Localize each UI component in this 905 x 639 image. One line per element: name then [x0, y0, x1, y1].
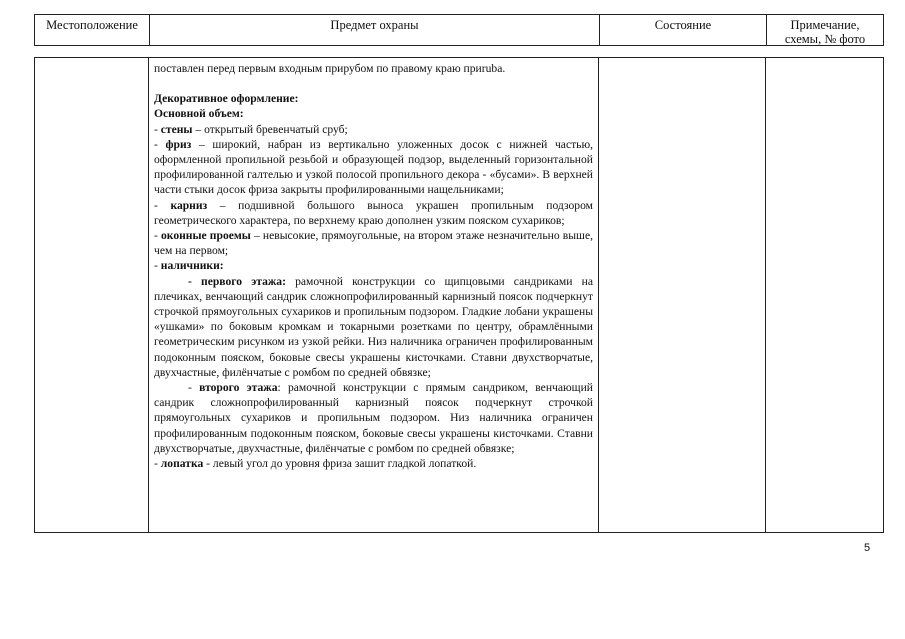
cell-location [34, 58, 149, 532]
item-pilaster: - лопатка - левый угол до уровня фриза зашит гладкой лопаткой. [154, 457, 477, 471]
header-note-line1: Примечание, [790, 18, 860, 32]
header-subject: Предмет охраны [150, 15, 600, 45]
header-location: Местоположение [35, 15, 150, 45]
table-header [34, 14, 884, 46]
item-windows: - оконные проемы – невысокие, прямоугольные, на втором этаже незначительно выше, чем на первом; [154, 229, 593, 258]
header-note-line2: схемы, № фото [784, 32, 866, 46]
subject-text [149, 58, 598, 471]
page-number: 5 [864, 542, 871, 554]
item-frieze: - фриз – широкий, набран из вертикально уложенных досок с нижней частью, оформленной пропильной резьбой и образующей подзор, выделенный горизонтальной профилированной галтелью и узкой полосой пропильного декора - «бусами». В верхней части стыки досок фриза закрыты профилированными нащельниками; [154, 137, 593, 197]
item-casings: - наличники: [154, 259, 224, 273]
heading-main: Основной объем: [154, 107, 244, 121]
item-second-floor: - второго этажа: рамочной конструкции с прямым сандриком, венчающий сандрик сложнопрофилированный карнизный поясок подчеркнут строчкой прямоугольных сухариков и пропильным подзором. Низ наличника ограничен профилированным подоконным пояском, боковые свесы украшены кисточками. Ставни двухстворчатые, двухчастные, филёнчатые с ромбом по средней обвязке; [154, 381, 594, 455]
cell-note [766, 58, 884, 532]
item-cornice: - карниз – подшивной большого выноса украшен пропильным подзором геометрического характера, по верхнему краю дополнен узким пояском сухариков; [154, 198, 593, 227]
table-body-row [34, 57, 884, 533]
cell-subject [149, 58, 599, 532]
heading-decor: Декоративное оформление: [154, 92, 299, 106]
item-walls: - стены – открытый бревенчатый сруб; [154, 122, 348, 136]
item-first-floor: - первого этажа: рамочной конструкции со щипцовыми сандриками на плечиках, венчающий сандрик сложнопрофилированный карнизный поясок подчеркнут строчкой прямоугольных сухариков и пропильным подзором. Гладкие лобани украшены «ушками» по боковым кромкам и токарными розетками по центру, обрамлёнными геометрическим рисунком из узкой рейки. Низ наличника ограничен профилированным подоконным пояском, боковые свесы украшены кисточками. Ставни двухстворчатые, двухчастные, филёнчатые с ромбом по средней обвязке; [154, 274, 593, 379]
header-state: Состояние [600, 15, 767, 45]
intro-line: поставлен перед первым входным прирубом по правому краю приruba. [154, 62, 506, 75]
cell-state [599, 58, 766, 532]
header-note [767, 15, 883, 45]
